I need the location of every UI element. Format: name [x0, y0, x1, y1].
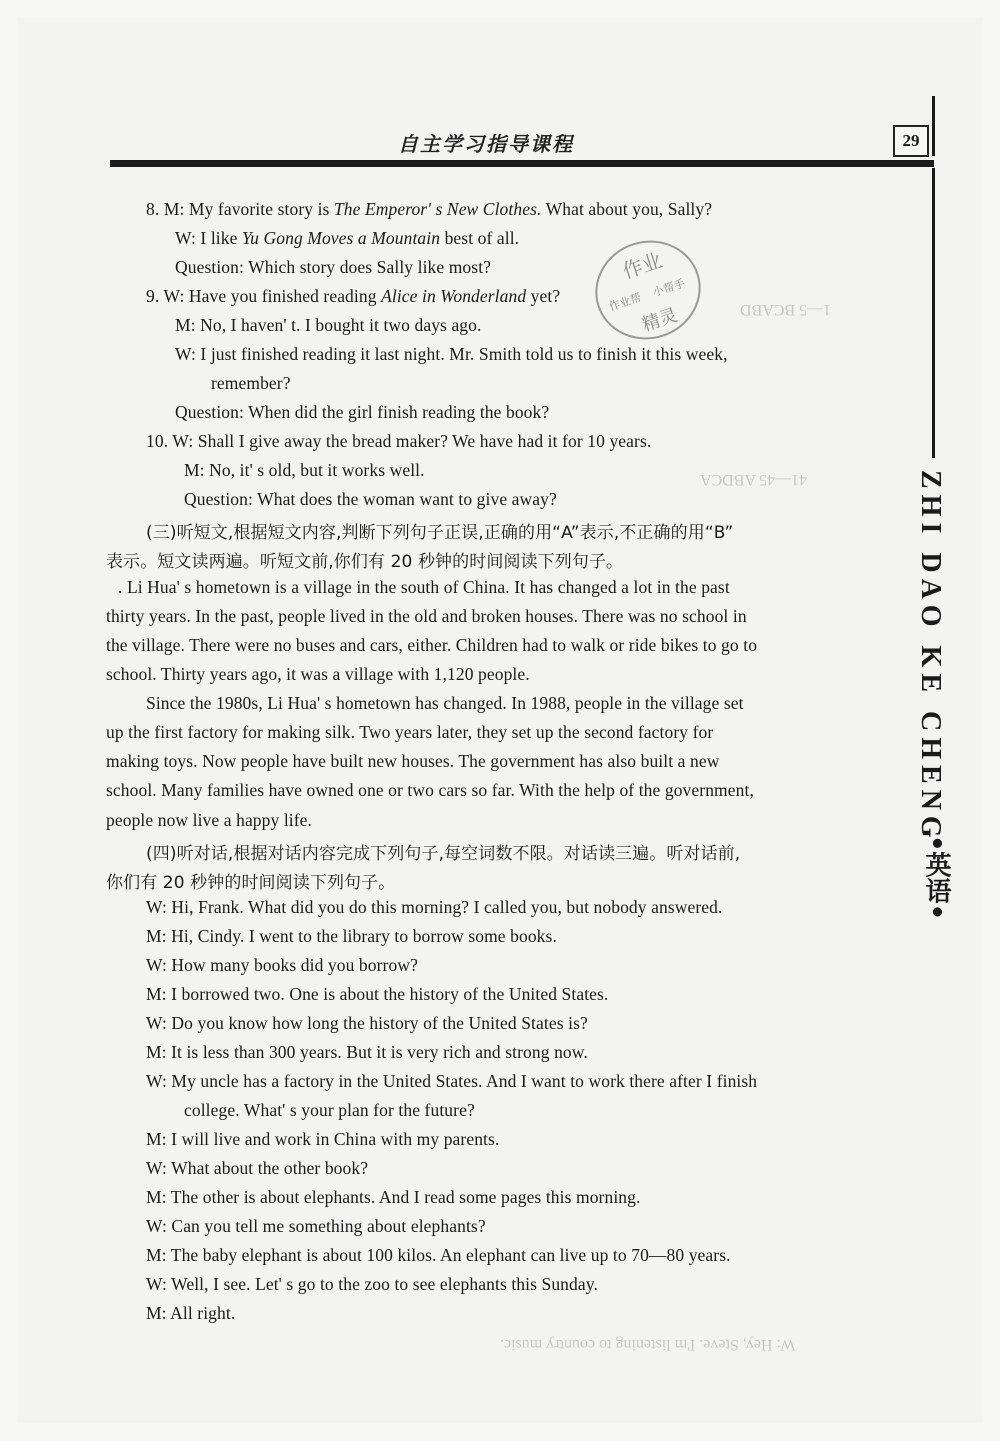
side-subject: •英语•: [921, 835, 951, 921]
book-title: Yu Gong Moves a Mountain: [241, 228, 441, 248]
speaker-label: M:: [163, 199, 185, 219]
speaker-label: W:: [146, 1216, 167, 1236]
dialogue-text: Hi, Cindy. I went to the library to borrow some books.: [171, 926, 557, 946]
dialogue-line: [146, 1158, 368, 1179]
passage-line: school. Many families have owned one or two cars so far. With the help of the government,: [106, 780, 754, 800]
speaker-label: M:: [146, 1303, 167, 1323]
dialogue-text: I borrowed two. One is about the history of the United States.: [171, 984, 609, 1004]
book-title: The Emperor' s New Clothes.: [333, 199, 542, 219]
dialogue-text: The other is about elephants. And I read some pages this morning.: [170, 1187, 641, 1207]
speaker-label: M:: [184, 460, 205, 480]
q8-number: 8.: [146, 199, 160, 219]
dialogue-text: Hi, Frank. What did you do this morning? I called you, but nobody answered.: [171, 897, 723, 917]
speaker-label: M:: [146, 1187, 167, 1207]
q10-woman-text: Shall I give away the bread maker? We have had it for 10 years.: [197, 431, 652, 451]
speaker-label: W:: [175, 228, 196, 248]
passage-line: the village. There were no buses and cars, either. Children had to walk or ride bikes to go to: [106, 635, 758, 655]
q9-woman-text-end: yet?: [526, 286, 561, 306]
dialogue-line: [146, 1042, 588, 1063]
q8-woman-text-end: best of all.: [440, 228, 520, 248]
q9-woman-continuation: remember?: [211, 373, 291, 393]
speaker-label: W:: [146, 1071, 167, 1091]
q10-man-line: [184, 460, 425, 481]
speaker-label: W:: [146, 897, 167, 917]
speaker-label: M:: [175, 315, 196, 335]
stamp-text-2: 作业帮: [607, 290, 643, 314]
q10-question: Question: What does the woman want to give away?: [184, 489, 557, 509]
passage-line: thirty years. In the past, people lived in the old and broken houses. There was no school in: [106, 606, 747, 626]
q9-question: Question: When did the girl finish reading the book?: [175, 402, 550, 422]
passage-line: school. Thirty years ago, it was a village with 1,120 people.: [106, 664, 530, 684]
section3-instruction-cont: 表示。短文读两遍。听短文前,你们有 20 秒钟的时间阅读下列句子。: [106, 552, 624, 572]
dialogue-line: [146, 926, 557, 947]
q8-man-line: [146, 199, 712, 220]
speaker-label: M:: [146, 984, 167, 1004]
dialogue-text: All right.: [170, 1303, 236, 1323]
dialogue-line: [146, 1013, 588, 1034]
q8-question: Question: Which story does Sally like most?: [175, 257, 492, 277]
speaker-label: W:: [172, 431, 194, 451]
dialogue-line: [146, 1187, 640, 1208]
dialogue-line: [146, 897, 722, 918]
stamp-text-1: 作业: [619, 248, 665, 284]
q9-man-line: [175, 315, 481, 336]
passage-line: making toys. Now people have built new houses. The government has also built a new: [106, 751, 720, 771]
header-rule: [110, 160, 934, 167]
book-title: Alice in Wonderland: [381, 286, 527, 306]
speaker-label: W:: [146, 1274, 167, 1294]
dialogue-text: The baby elephant is about 100 kilos. An elephant can live up to 70—80 years.: [170, 1245, 731, 1265]
q9-woman-line-2: [175, 344, 728, 365]
dialogue-line: [146, 1071, 757, 1092]
q9-woman-text: Have you finished reading: [188, 286, 382, 306]
speaker-label: W:: [146, 955, 167, 975]
passage-line: Since the 1980s, Li Hua' s hometown has changed. In 1988, people in the village set: [146, 693, 744, 713]
passage-line: people now live a happy life.: [106, 810, 313, 830]
stamp-text-3: 小帮手: [651, 276, 687, 300]
passage-line: . Li Hua' s hometown is a village in the south of China. It has changed a lot in the past: [118, 577, 730, 597]
dialogue-line: [146, 984, 608, 1005]
dialogue-line: [146, 1216, 486, 1237]
dialogue-line: [146, 1274, 598, 1295]
dialogue-text: Well, I see. Let' s go to the zoo to see elephants this Sunday.: [171, 1274, 598, 1294]
dialogue-text: I will live and work in China with my parents.: [171, 1129, 500, 1149]
section4-instruction: (四)听对话,根据对话内容完成下列句子,每空词数不限。对话读三遍。听对话前,: [146, 844, 741, 864]
q10-man-text: No, it' s old, but it works well.: [209, 460, 425, 480]
dialogue-text: Do you know how long the history of the United States is?: [171, 1013, 588, 1033]
watermark-stamp: [590, 232, 706, 348]
dialogue-line: [146, 1245, 731, 1266]
speaker-label: M:: [146, 926, 167, 946]
dialogue-line: [146, 955, 418, 976]
stamp-text-4: 精灵: [639, 304, 681, 336]
dialogue-line: [146, 1303, 235, 1324]
q8-man-text: My favorite story is: [188, 199, 334, 219]
vertical-rule-middle: [932, 168, 935, 458]
bleed-through-text: 1—5 BCABD: [740, 301, 832, 318]
dialogue-text: Can you tell me something about elephants?: [171, 1216, 486, 1236]
section4-instruction-cont: 你们有 20 秒钟的时间阅读下列句子。: [106, 873, 396, 893]
vertical-rule-top: [932, 96, 935, 156]
header-title: 自主学习指导课程: [398, 132, 574, 156]
speaker-label: W:: [146, 1158, 167, 1178]
speaker-label: M:: [146, 1042, 167, 1062]
q9-woman-text-2: I just finished reading it last night. Mr. Smith told us to finish it this week,: [200, 344, 728, 364]
passage-line: up the first factory for making silk. Two years later, they set up the second factory for: [106, 722, 714, 742]
speaker-label: W:: [163, 286, 185, 306]
speaker-label: M:: [146, 1129, 167, 1149]
dialogue-text: It is less than 300 years. But it is very rich and strong now.: [171, 1042, 588, 1062]
side-title: ZHI DAO KE CHENG: [915, 470, 946, 844]
q8-man-text-end: What about you, Sally?: [541, 199, 713, 219]
dialogue-text: What about the other book?: [171, 1158, 369, 1178]
q10-woman-line: [146, 431, 651, 452]
speaker-label: W:: [146, 1013, 167, 1033]
q9-man-text: No, I haven' t. I bought it two days ago.: [200, 315, 482, 335]
bleed-through-text: W: Hey, Steve. I'm listening to country music.: [500, 1336, 796, 1353]
section3-instruction: (三)听短文,根据短文内容,判断下列句子正误,正确的用“A”表示,不正确的用“B”: [146, 523, 734, 543]
dialogue-text: My uncle has a factory in the United States. And I want to work there after I finish: [171, 1071, 758, 1091]
q8-woman-text: I like: [200, 228, 242, 248]
speaker-label: M:: [146, 1245, 167, 1265]
dialogue-text: How many books did you borrow?: [171, 955, 418, 975]
dialogue-continuation: college. What' s your plan for the future?: [184, 1100, 475, 1120]
dialogue-line: [146, 1129, 499, 1150]
page-number: 29: [893, 125, 929, 157]
q9-number: 9.: [146, 286, 160, 306]
q8-woman-line: [175, 228, 519, 249]
bleed-through-text: 41—45 ABDCA: [700, 471, 808, 488]
q10-number: 10.: [146, 431, 169, 451]
speaker-label: W:: [175, 344, 196, 364]
q9-woman-line: [146, 286, 560, 307]
